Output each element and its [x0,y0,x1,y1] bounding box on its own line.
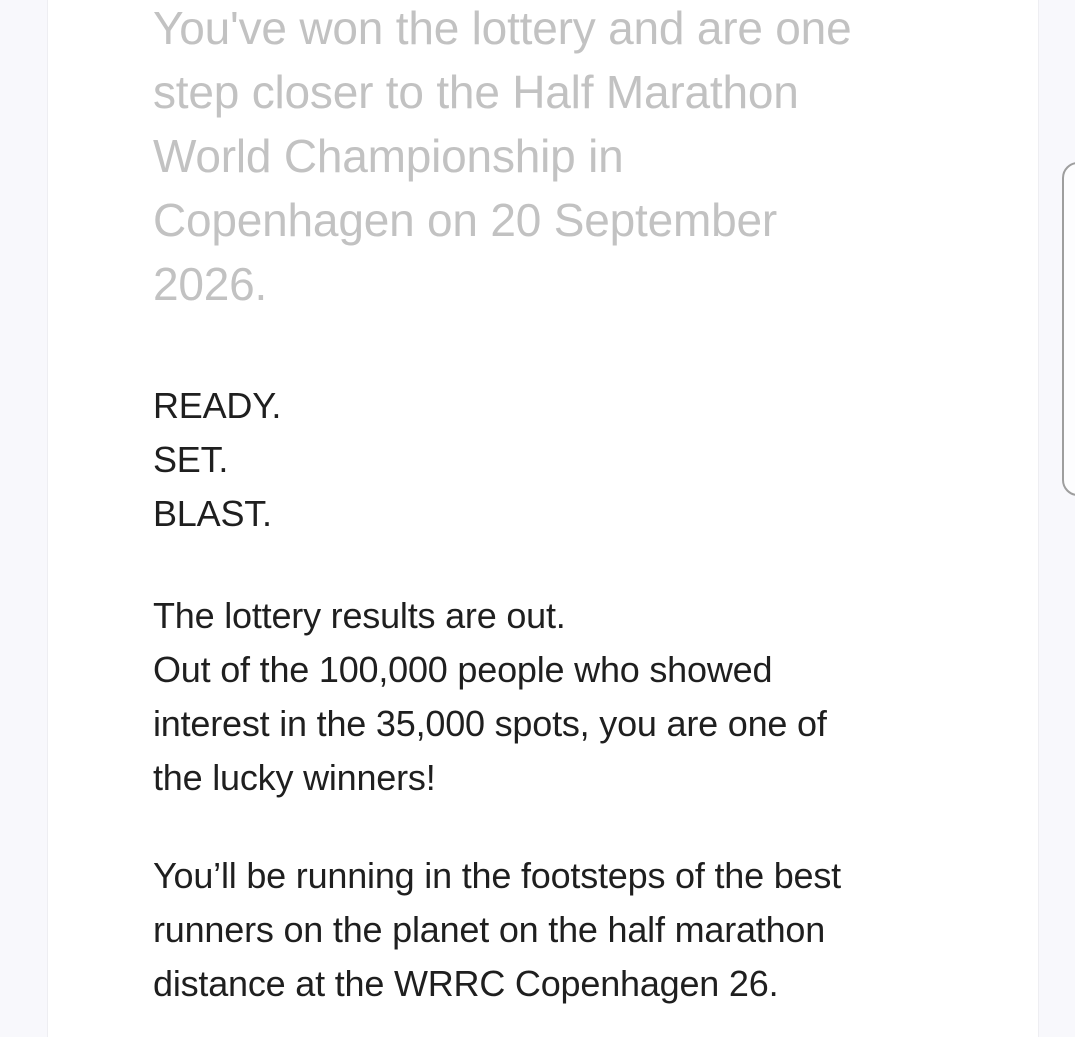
email-subject [153,0,1018,316]
text-line: SET. [153,439,229,480]
email-body-paragraph [153,379,1018,541]
email-body-paragraph [153,849,1018,1011]
text-line: READY. [153,385,282,426]
email-content [48,0,1038,1011]
email-body-paragraph [153,589,1018,805]
text-line: You’ll be running in the footsteps of the best [153,855,841,896]
text-line: interest in the 35,000 spots, you are one of [153,703,827,744]
text-line: distance at the WRRC Copenhagen 26. [153,963,779,1004]
text-line: Out of the 100,000 people who showed [153,649,773,690]
text-line: 2026. [153,258,268,310]
edge-panel-handle[interactable] [1062,162,1075,496]
text-line: World Championship in [153,130,624,182]
right-gutter [1038,0,1075,1037]
text-line: step closer to the Half Marathon [153,66,799,118]
text-line: Copenhagen on 20 September [153,194,777,246]
text-line: The lottery results are out. [153,595,566,636]
text-line: the lucky winners! [153,757,436,798]
text-line: You've won the lottery and are one [153,2,852,54]
text-line: BLAST. [153,493,272,534]
text-line: runners on the planet on the half marathon [153,909,826,950]
left-gutter [0,0,48,1037]
